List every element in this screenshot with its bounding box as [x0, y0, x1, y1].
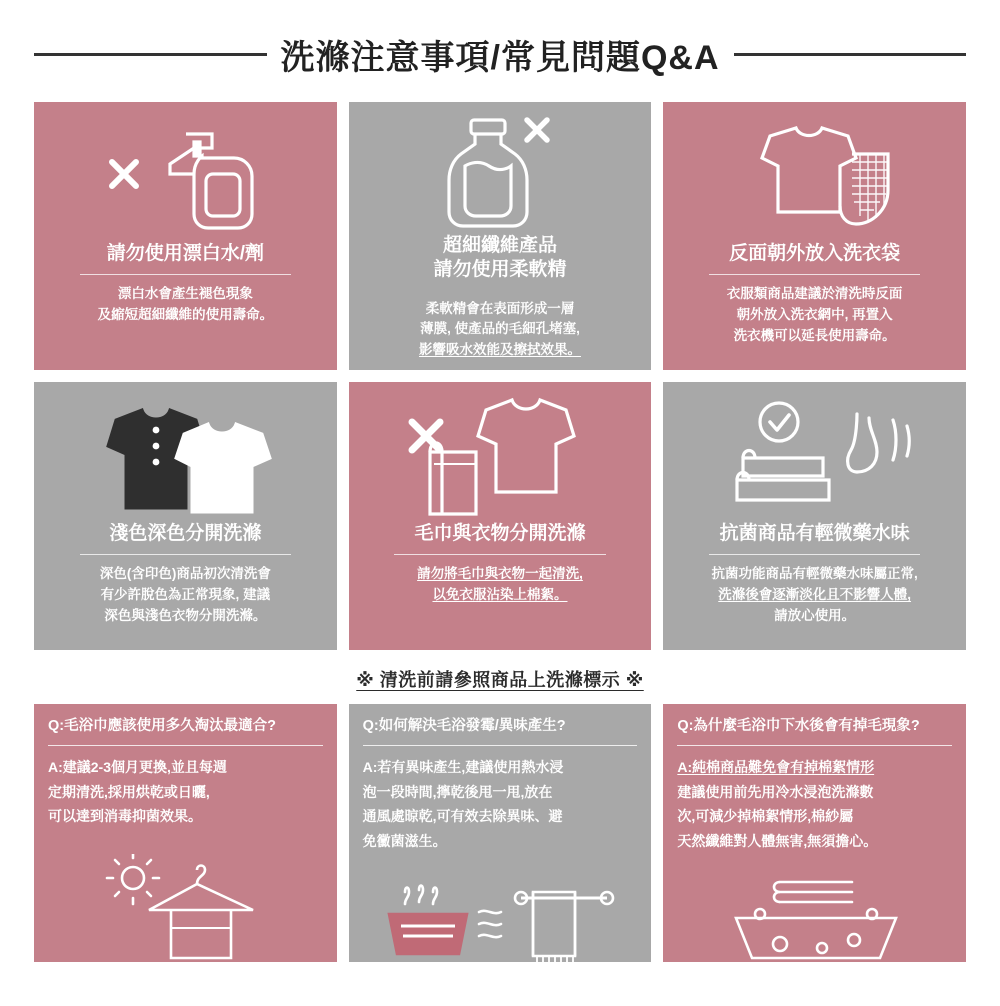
card-body [417, 564, 583, 606]
card-body-line3: 請放心使用。 [774, 607, 856, 623]
care-card-separate-colors [34, 382, 337, 650]
card-divider [709, 274, 920, 275]
card-body-line1: 衣服類商品建議於清洗時反面 [726, 285, 903, 301]
care-label-notice-text: ※ 清洗前請參照商品上洗滌標示 ※ [356, 670, 644, 690]
qa-answer-line1: A:建議2-3個月更換,並且每週 [48, 759, 227, 776]
care-card-separate-towels [349, 382, 652, 650]
towel-soaking-basin-icon [663, 853, 966, 962]
qa-answer-line3: 可以達到消毒抑菌效果。 [48, 808, 202, 825]
care-card-no-softener [349, 102, 652, 370]
card-body [419, 299, 581, 362]
card-title-line1: 抗菌商品有輕微藥水味 [719, 523, 910, 544]
care-card-no-bleach [34, 102, 337, 370]
card-body [727, 284, 903, 347]
qa-answer [349, 746, 652, 853]
card-title-line1: 淺色深色分開洗滌 [109, 523, 262, 544]
care-card-laundry-bag [663, 102, 966, 370]
card-body-line1: 請勿將毛巾與衣物一起清洗, [417, 565, 583, 581]
washing-care-infographic [0, 6, 1000, 1006]
card-title [720, 522, 910, 546]
card-title [107, 242, 264, 266]
card-title-line1: 毛巾與衣物分開洗滌 [414, 523, 586, 544]
qa-answer-line3: 次,可減少掉棉絮情形,棉紗屬 [677, 808, 854, 825]
spray-bottle-no-bleach-icon [50, 114, 321, 242]
qa-item-mildew-smell [349, 704, 652, 962]
care-label-notice [34, 666, 966, 692]
qa-question: Q:如何解決毛浴發霉/異味產生? [362, 718, 566, 734]
sun-and-hanger-towel-icon [34, 829, 337, 962]
card-divider [80, 554, 291, 555]
card-body-line3: 深色與淺色衣物分開洗滌。 [104, 607, 267, 623]
card-divider [80, 274, 291, 275]
card-title-line2: 請勿使用柔軟精 [433, 258, 567, 280]
shirt-laundry-bag-icon [679, 114, 950, 242]
card-body [712, 564, 918, 627]
card-body-line2: 朝外放入洗衣網中, 再置入 [736, 306, 893, 322]
qa-answer-line4: 天然纖維對人體無害,無須擔心。 [677, 832, 878, 849]
card-body-line1: 深色(含印色)商品初次清洗會 [99, 565, 271, 581]
card-title-line1: 反面朝外放入洗衣袋 [729, 243, 901, 264]
card-body-line1: 柔軟精會在表面形成一層 [425, 300, 575, 316]
card-body-line2: 及縮短超細纖維的使用壽命。 [97, 306, 274, 322]
card-title-line1: 請勿使用漂白水/劑 [106, 243, 264, 264]
card-title [729, 242, 900, 266]
qa-answer-line4: 免黴菌滋生。 [362, 832, 447, 849]
qa-answer-line2: 定期清洗,採用烘乾或日曬, [48, 783, 210, 800]
qa-answer-line3: 通風處晾乾,可有效去除異味、避 [362, 808, 563, 825]
dark-light-shirts-icon [50, 394, 321, 522]
qa-answer-line2: 建議使用前先用冷水浸泡洗滌數 [677, 783, 874, 800]
card-body [98, 284, 274, 326]
page-header [34, 6, 966, 102]
card-divider [394, 554, 605, 555]
card-title [433, 234, 566, 282]
qa-question: Q:毛浴巾應該使用多久淘汰最適合? [48, 718, 276, 734]
card-body-line2: 薄膜, 使產品的毛細孔堵塞, [420, 321, 580, 337]
qa-section [34, 704, 966, 962]
towel-and-shirt-no-mix-icon [365, 394, 636, 522]
card-body-line3: 影響吸水效能及擦拭效果。 [418, 342, 581, 358]
card-body-line2: 有少許脫色為正常現象, 建議 [100, 586, 271, 602]
card-body-line1: 漂白水會產生褪色現象 [117, 285, 253, 301]
card-divider [709, 554, 920, 555]
qa-answer-line1: A:若有異味產生,建議使用熱水浸 [362, 759, 564, 776]
card-title [414, 522, 585, 546]
header-rule-left [34, 53, 267, 56]
care-card-grid [34, 102, 966, 650]
card-body-line2: 洗滌後會逐漸淡化且不影響人體, [718, 586, 912, 602]
care-card-antibacterial-smell [663, 382, 966, 650]
header-rule-right [734, 53, 967, 56]
qa-answer-line2: 泡一段時間,擰乾後甩一甩,放在 [362, 783, 553, 800]
wash-basin-and-hanging-towel-icon [349, 853, 652, 962]
card-title-line1: 超細纖維產品 [442, 235, 557, 256]
card-body-line2: 以免衣服沾染上棉絮。 [432, 586, 568, 602]
qa-answer [663, 746, 966, 853]
card-title [109, 522, 261, 546]
card-body [100, 564, 271, 627]
card-body-line1: 抗菌功能商品有輕微藥水味屬正常, [711, 565, 918, 581]
card-body-line3: 洗衣機可以延長使用壽命。 [733, 327, 896, 343]
qa-answer [34, 746, 337, 829]
detergent-bottle-no-softener-icon [365, 114, 636, 234]
qa-item-towel-replace [34, 704, 337, 962]
qa-answer-line1: A:純棉商品難免會有掉棉絮情形 [677, 759, 875, 776]
qa-item-lint [663, 704, 966, 962]
folded-towels-nose-check-icon [679, 394, 950, 522]
page-title: 洗滌注意事項/常見問題Q&A [280, 38, 720, 77]
qa-question: Q:為什麼毛浴巾下水後會有掉毛現象? [677, 718, 920, 734]
